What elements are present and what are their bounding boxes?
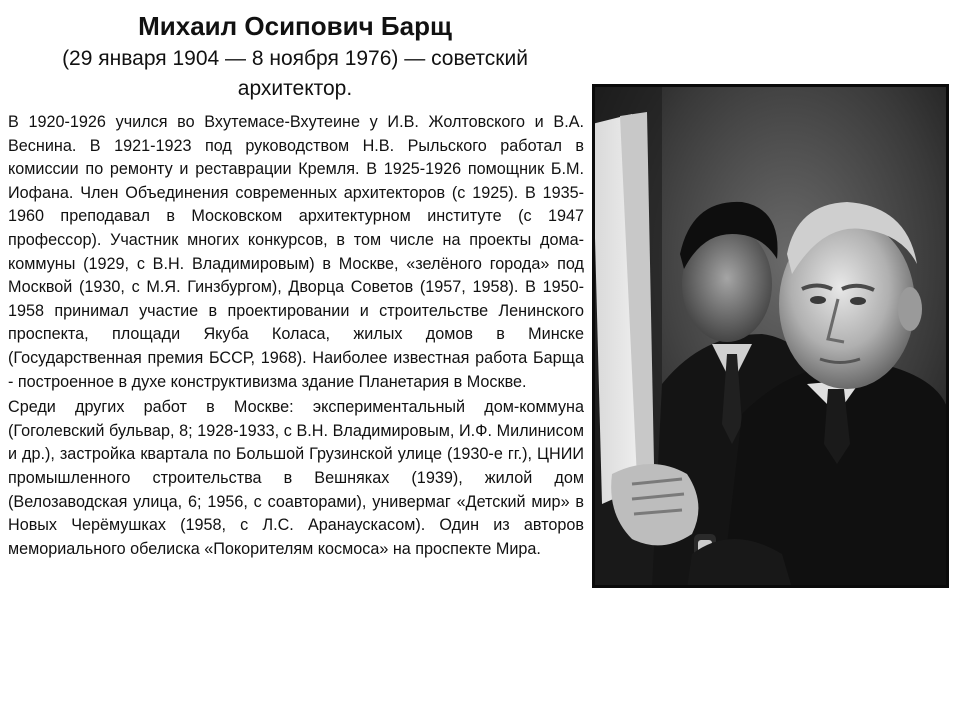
page-title: Михаил Осипович Барщ (138, 11, 452, 41)
portrait-photo (592, 84, 949, 588)
page-subtitle: (29 января 1904 — 8 ноября 1976) — советский архитектор. (62, 47, 528, 100)
biography-paragraph-2: Среди других работ в Москве: экспериментальный дом-коммуна (Гоголевский бульвар, 8; 1928-1933, с В.Н. Владимировым, И.Ф. Милинисом и др.), застройка квартала по Большой Грузинской улице (1930-е гг.), ЦНИИ промышленного строительства в Вешняках (1939), жилой дом (Велозаводская улица, 6; 1956, с соавторами), универмаг «Детский мир» в Новых Черёмушках (1958, с Л.С. Аранаускасом). Один из авторов мемориального обелиска «Покорителям космоса» на проспекте Мира. (8, 398, 584, 558)
biography-paragraph-1: В 1920-1926 учился во Вхутемасе-Вхутеине у И.В. Жолтовского и В.А. Веснина. В 1921-1923 под руководством Н.В. Рыльского работал в комиссии по ремонту и реставрации Кремля. В 1925-1926 помощник Б.М. Иофана. Член Объединения современных архитекторов (с 1925). В 1935-1960 преподавал в Московском архитектурном институте (с 1947 профессор). Участник многих конкурсов, в том числе на проекты дома-коммуны (1929, с В.Н. Владимировым) в Москве, «зелёного города» под Москвой (1930, с М.Я. Гинзбургом), Дворца Советов (1957, 1958). В 1950-1958 принимал участие в проектировании и строительстве Ленинского проспекта, площади Якуба Коласа, жилых домов в Минске (Государственная премия БССР, 1968). Наиболее известная работа Барща - построенное в духе конструктивизма здание Планетария в Москве. (8, 113, 584, 391)
title-block (6, 10, 584, 104)
portrait-photo-icon (592, 84, 949, 588)
biography-text (8, 111, 584, 563)
